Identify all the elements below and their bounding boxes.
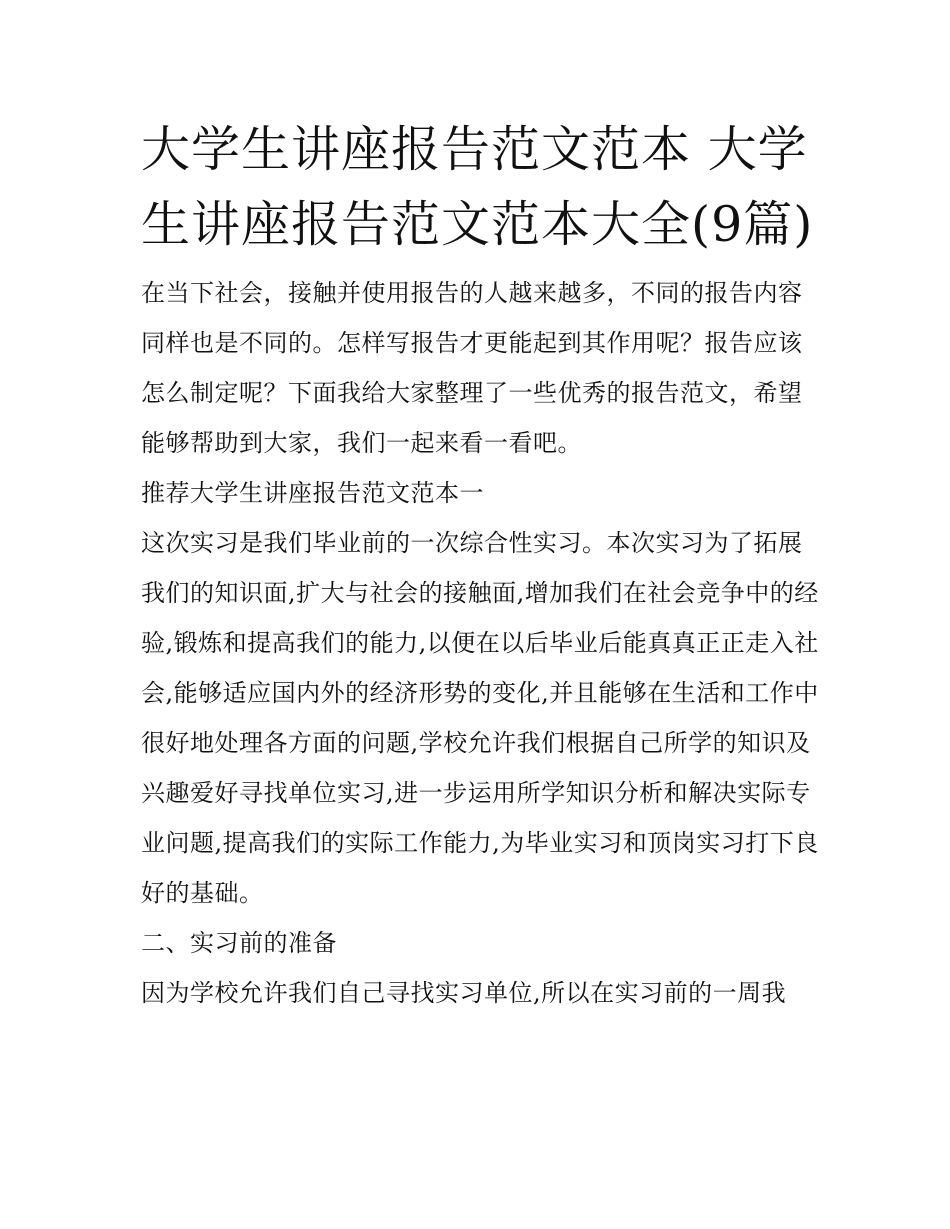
document-content <box>141 112 821 1018</box>
body-paragraph: 这次实习是我们毕业前的一次综合性实习。本次实习为了拓展我们的知识面,扩大与社会的接触面,增加我们在社会竞争中的经验,锻炼和提高我们的能力,以便在以后毕业后能真真正正走入社会,能够适应国内外的经济形势的变化,并且能够在生活和工作中很好地处理各方面的问题,学校允许我们根据自己所学的知识及兴趣爱好寻找单位实习,进一步运用所学知识分析和解决实际专业问题,提高我们的实际工作能力,为毕业实习和顶岗实习打下良好的基础。 <box>141 529 819 907</box>
document-title: 大学生讲座报告范文范本 大学生讲座报告范文范本大全(9篇) <box>141 121 814 253</box>
intro-paragraph: 在当下社会，接触并使用报告的人越来越多，不同的报告内容同样也是不同的。怎样写报告才更能起到其作用呢？报告应该怎么制定呢？下面我给大家整理了一些优秀的报告范文，希望能够帮助到大家，我们一起来看一看吧。 <box>141 279 803 457</box>
body-paragraph-continued: 因为学校允许我们自己寻找实习单位,所以在实习前的一周我 <box>141 979 787 1007</box>
subheading: 二、实习前的准备 <box>141 929 337 957</box>
section-heading: 推荐大学生讲座报告范文范本一 <box>141 479 484 507</box>
